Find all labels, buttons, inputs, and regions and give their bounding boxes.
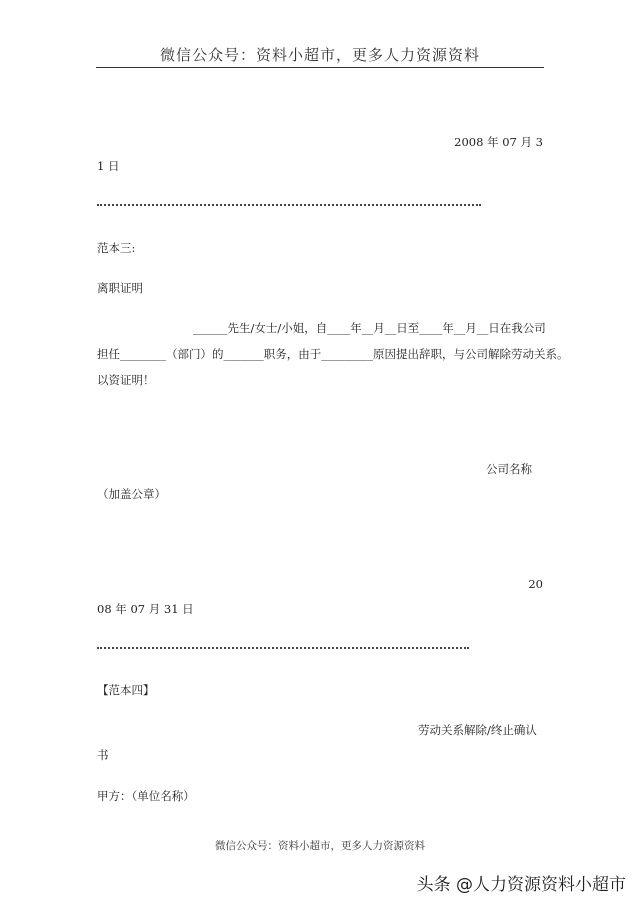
sample3-company-name: 公司名称	[486, 462, 532, 476]
sample3-body-line3: 以资证明！	[97, 373, 155, 387]
sample3-date-line2: 08 年 07 月 31 日	[97, 602, 194, 616]
sample3-body-line1: ______先生/女士/小姐，自____年__月__日至____年__月__日在我公司	[193, 321, 546, 335]
source-watermark: 头条 @人力资源资料小超市	[416, 875, 626, 895]
sample3-date-line1: 20	[528, 577, 543, 591]
date-top-line2: 1 日	[97, 159, 120, 173]
header-divider	[96, 67, 544, 68]
page-footer-text: 微信公众号：资料小超市，更多人力资源资料	[215, 840, 425, 852]
sample4-title-line2: 书	[97, 748, 109, 762]
sample4-title-line1: 劳动关系解除/终止确认	[418, 723, 537, 737]
sample4-label: 【范本四】	[97, 683, 155, 697]
sample4-party-a: 甲方：（单位名称）	[97, 789, 195, 803]
sample3-title: 离职证明	[97, 281, 143, 295]
dotted-separator	[97, 204, 481, 206]
sample3-seal-note: （加盖公章）	[97, 487, 166, 501]
date-top-line1: 2008 年 07 月 3	[454, 135, 543, 149]
sample3-body-line2: 担任________（部门）的_______职务，由于_________原因提出辞职，与公司解除劳动关系。	[97, 347, 569, 361]
page-header-title: 微信公众号：资料小超市，更多人力资源资料	[159, 46, 480, 64]
dotted-separator	[97, 647, 469, 649]
sample3-label: 范本三:	[97, 241, 136, 255]
